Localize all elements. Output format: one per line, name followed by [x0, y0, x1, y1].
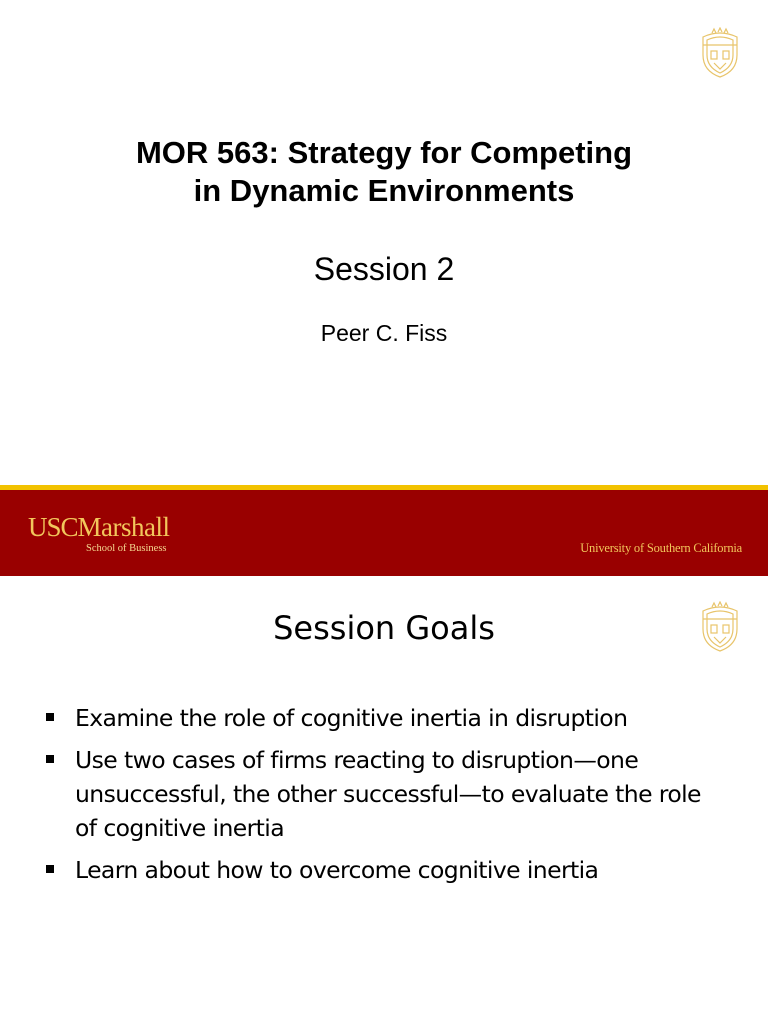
slide-2: [0, 576, 768, 1024]
marshall-banner: [0, 490, 768, 576]
list-item: [44, 701, 724, 735]
bullet-text: Learn about how to overcome cognitive inertia: [75, 856, 599, 884]
usc-marshall-logo: [28, 512, 170, 555]
list-item: [44, 853, 724, 887]
bullet-text: Use two cases of firms reacting to disruption—one unsuccessful, the other successful—to evaluate the role of cognitive inertia: [75, 746, 701, 842]
session-goals-title: Session Goals: [273, 609, 495, 647]
course-title: [0, 134, 768, 210]
list-item: [44, 743, 724, 845]
square-bullet-icon: [46, 713, 54, 721]
author-name: Peer C. Fiss: [320, 320, 448, 346]
logo-school-of-business: School of Business: [86, 543, 167, 554]
usc-seal-icon: [700, 27, 740, 79]
course-title-line-1: MOR 563: Strategy for Competing: [135, 135, 633, 170]
logo-marshall: Marshall: [77, 512, 170, 542]
course-title-line-2: in Dynamic Environments: [193, 173, 575, 208]
logo-usc: USC: [28, 512, 78, 542]
square-bullet-icon: [46, 865, 54, 873]
university-name: University of Southern California: [580, 541, 742, 555]
bullet-text: Examine the role of cognitive inertia in disruption: [75, 704, 628, 732]
session-label: Session 2: [313, 251, 455, 287]
goals-list: [44, 701, 724, 895]
square-bullet-icon: [46, 755, 54, 763]
